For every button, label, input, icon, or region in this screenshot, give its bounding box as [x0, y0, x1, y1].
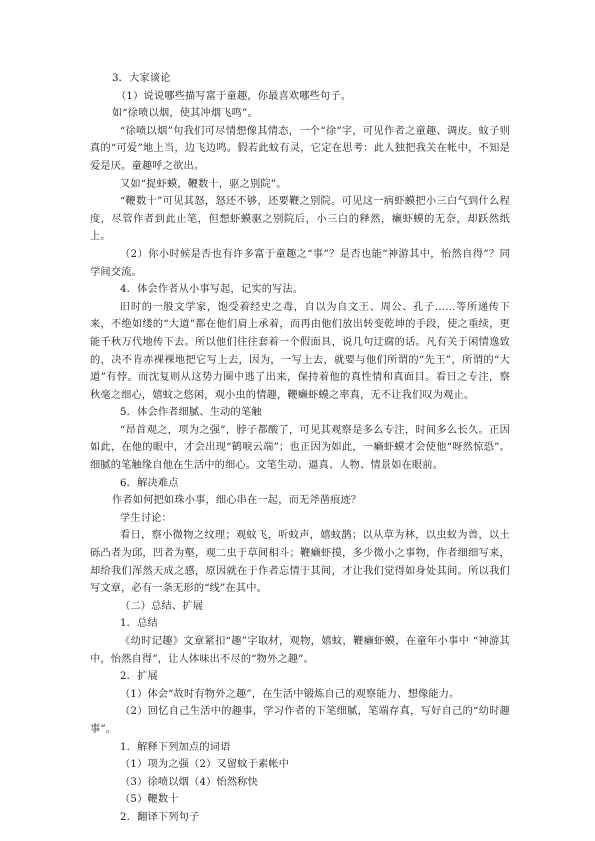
paragraph: 旧时的一般文学家，饱受着经史之毒，自以为自文王、周公、孔子……等所递传下来，不绝如缕的“大道”都在他们肩上承着，而再由他们放出转变乾坤的手段，使之重续，更能千秋万代地传下去。所以他们往往套着一个假面具，说几句迂腐的话。凡有关于闲情逸致的，决不肯赤裸裸地把它写上去，因为，一写上去，就要与他们所谓的“先王”，所谓的“大道”有悖。而沈复则从这势力圈中逃了出来，保持着他的真性情和真面目。看日之专注，察秋毫之细心，嬉蚊之悠闲，观小虫的情趣，鞭癞虾蟆之率真，无不让我们叹为观止。	[90, 301, 510, 401]
paragraph: （二）总结、扩展	[120, 600, 204, 612]
paragraph: 2．翻译下列句子	[120, 811, 200, 823]
paragraph: 看日，察小微物之纹理；观蚊飞，听蚊声，嬉蚊鹊；以从草为林，以虫蚁为兽，以土砾凸者为邱，凹者为壑，观二虫于草间相斗；鞭癞虾摸，多少微小之事物，作者细细写来，却给我们浑然天成之感，原因就在于作者忘情于其间，才让我们觉得如身处其间。所以我们写文章，必有一条无形的“线”在其中。	[90, 530, 510, 595]
paragraph: 4．体会作者从小事写起，记实的写法。	[120, 284, 304, 296]
paragraph: “徐喷以烟”句我们可尽情想像其情态，一个“徐”字，可见作者之童趣、调皮。蚊子则真的“可爱”地上当，边飞边鸣。假若此蚊有灵，它定在思考：此人独把我关在帐中，不知是爱是厌。童趣呼之欲出。	[90, 125, 510, 172]
paragraph: 3．大家谈论	[112, 73, 171, 84]
paragraph: （2）回忆自己生活中的趣事，学习作者的下笔细腻，笔端存真，写好自己的“幼时趣事”。	[90, 706, 510, 735]
paragraph: （1）说说哪些描写富于童趣，你最喜欢哪些句子。	[116, 90, 352, 102]
paragraph: 1．解释下列加点的词语	[120, 741, 231, 753]
paragraph: （1）项为之强（2）又留蚊于素帐中	[120, 759, 290, 771]
paragraph: （5）鞭数十	[120, 794, 179, 806]
paragraph: 5．体会作者细腻、生动的笔触	[120, 407, 262, 419]
document-body	[90, 70, 510, 827]
paragraph: 1．总结	[120, 618, 158, 630]
paragraph: “昂首观之，项为之强”，脖子都酸了，可见其观察是多么专注，时间多么长久。正因如此，在他的眼中，才会出现“鹤唳云端”；也正因为如此，一癞虾蟆才会使他“呀然惊恐”。细腻的笔触缘自他在生活中的细心。文笔生动、逼真、人物、情景如在眼前。	[90, 424, 510, 472]
paragraph: 学生讨论：	[120, 512, 172, 524]
paragraph: 2．扩展	[120, 671, 158, 683]
paragraph: “鞭数十”可见其怒，怒还不够，还要鞭之别院。可见这一病虾蟆把小三白气到什么程度，尽管作者到此止笔，但想虾蟆驱之别院后，小三白的释然，癞虾蟆的无奈，却跃然纸上。	[90, 196, 510, 243]
paragraph: 又如“捉虾蟆，鞭数十，驱之别院”。	[120, 178, 287, 190]
paragraph: （1）体会“故时有物外之趣”，在生活中锻炼自己的观察能力、想像能力。	[120, 688, 460, 700]
paragraph: 《幼时记趣》文章紧扣“趣”字取材，观物，嬉蚊，鞭癞虾蟆，在童年小事中 “神游其中，怡然自得”，让人体味出不尽的“物外之趣”。	[90, 636, 510, 665]
paragraph: 如“徐喷以烟，使其冲烟飞鸣”。	[112, 108, 258, 120]
paragraph: （2）你小时候是否也有许多富于童趣之“事”？是否也能“神游其中，怡然自得”？同学间交流。	[90, 248, 510, 278]
paragraph: （3）徐喷以烟（4）怡然称快	[120, 776, 259, 788]
paragraph: 作者如何把如珠小事，细心串在一起，而无斧凿痕迹？	[112, 495, 362, 507]
paragraph: 6．解决难点	[120, 477, 179, 489]
